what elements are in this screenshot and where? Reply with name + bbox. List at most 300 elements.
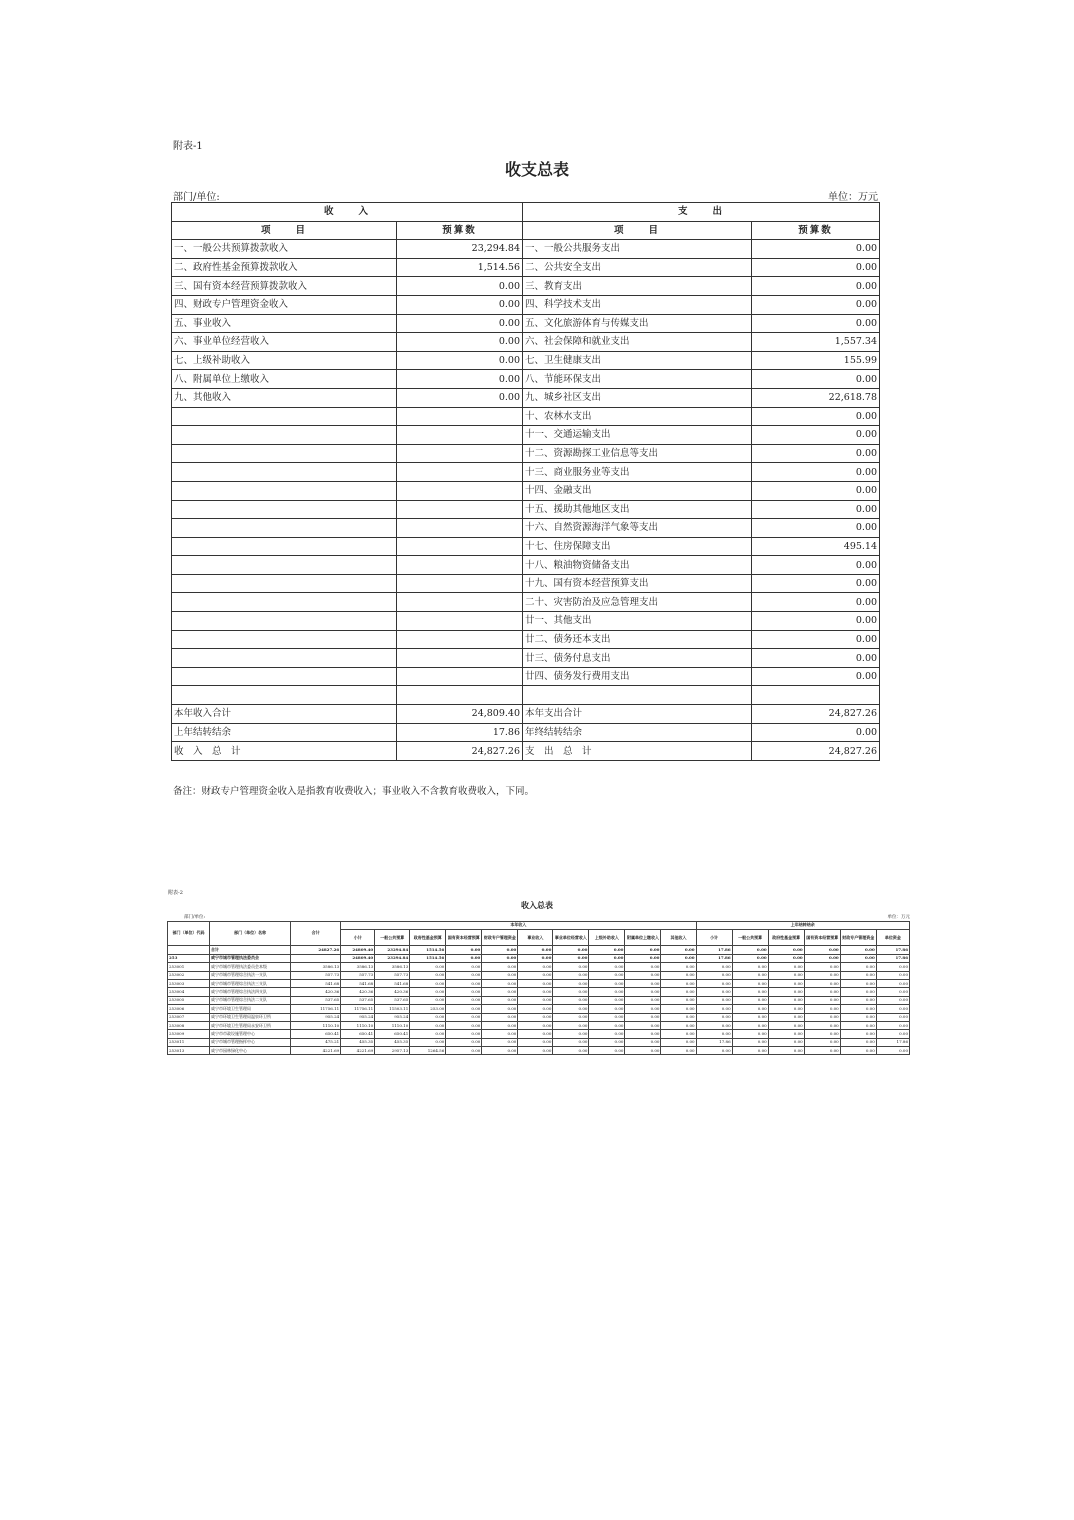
summary-row [172, 649, 880, 668]
value-cell: 0.00 [625, 971, 661, 979]
value-cell: 0.00 [840, 954, 876, 962]
income-value-cell: 0.00 [397, 388, 523, 407]
value-cell: 0.00 [732, 996, 768, 1004]
summary-table [171, 202, 880, 761]
table-row [168, 1013, 910, 1021]
value-cell: 0.00 [410, 1013, 446, 1021]
value-cell: 0.00 [553, 988, 589, 996]
value-cell: 0.00 [768, 1038, 804, 1046]
value-cell: 0.00 [876, 1021, 909, 1029]
value-cell: 455.35 [341, 1038, 375, 1046]
name-cell: 咸宁市城市管理综合执法二支队 [210, 996, 291, 1004]
table-row [168, 988, 910, 996]
code-cell [168, 946, 210, 954]
value-cell: 0.00 [696, 1021, 732, 1029]
table-row [168, 1005, 910, 1013]
income-table [167, 921, 910, 1055]
last-year-subheader: 小计 [696, 930, 732, 946]
value-cell: 17.86 [876, 1038, 909, 1046]
footnote: 备注：财政专户管理资金收入是指教育收费收入；事业收入不含教育收费收入，下同。 [173, 786, 535, 797]
value-cell: 17.86 [876, 946, 909, 954]
value-cell: 0.00 [768, 971, 804, 979]
table-row [168, 1030, 910, 1038]
income-item-cell: 二、政府性基金预算拨款收入 [172, 258, 397, 277]
table-label: 附表-2 [168, 890, 183, 896]
income-value-cell: 24,827.26 [397, 742, 523, 761]
income-value-cell: 0.00 [397, 314, 523, 333]
value-cell: 0.00 [518, 963, 553, 971]
value-cell: 0.00 [553, 1021, 589, 1029]
summary-row [172, 630, 880, 649]
value-cell: 0.00 [589, 979, 625, 987]
value-cell: 0.00 [661, 1013, 696, 1021]
value-cell: 0.00 [661, 996, 696, 1004]
value-cell: 0.00 [732, 954, 768, 962]
value-cell: 0.00 [696, 1030, 732, 1038]
value-cell: 0.00 [840, 1030, 876, 1038]
summary-row [172, 463, 880, 482]
value-cell: 1514.56 [410, 946, 446, 954]
value-cell: 0.00 [446, 1021, 482, 1029]
code-header: 部门（单位）代码 [168, 922, 210, 946]
value-cell: 0.00 [589, 1021, 625, 1029]
value-cell: 0.00 [589, 996, 625, 1004]
expense-value-cell: 0.00 [752, 258, 880, 277]
value-cell: 0.00 [482, 996, 518, 1004]
expense-value-cell: 0.00 [752, 519, 880, 538]
value-cell: 1110.10 [341, 1021, 375, 1029]
expense-value-cell: 0.00 [752, 556, 880, 575]
value-cell: 0.00 [876, 979, 909, 987]
value-cell: 0.00 [840, 979, 876, 987]
value-cell: 0.00 [768, 963, 804, 971]
summary-row [172, 351, 880, 370]
value-cell: 0.00 [625, 1038, 661, 1046]
expense-item-cell: 八、节能环保支出 [523, 370, 752, 389]
income-item-cell [172, 426, 397, 445]
expense-value-cell: 24,827.26 [752, 705, 880, 724]
value-cell: 0.00 [840, 988, 876, 996]
income-item-cell [172, 500, 397, 519]
value-cell: 0.00 [661, 946, 696, 954]
value-cell: 650.41 [375, 1030, 410, 1038]
summary-row [172, 277, 880, 296]
income-item-cell [172, 537, 397, 556]
name-cell: 咸宁市城市管理指挥中心 [210, 1038, 291, 1046]
value-cell: 0.00 [482, 1013, 518, 1021]
value-cell: 0.00 [840, 1005, 876, 1013]
expense-item-cell: 十六、自然资源海洋气象等支出 [523, 519, 752, 538]
value-cell: 0.00 [732, 946, 768, 954]
value-cell: 4221.69 [341, 1047, 375, 1055]
expense-item-cell: 十三、商业服务业等支出 [523, 463, 752, 482]
value-cell: 0.00 [589, 954, 625, 962]
value-cell: 0.00 [876, 1030, 909, 1038]
value-cell: 1110.10 [291, 1021, 341, 1029]
value-cell: 1264.56 [410, 1047, 446, 1055]
value-cell: 0.00 [876, 996, 909, 1004]
unit-label: 单位：万元 [828, 192, 878, 203]
value-cell: 537.65 [375, 996, 410, 1004]
value-cell: 0.00 [625, 1030, 661, 1038]
value-cell: 0.00 [553, 1038, 589, 1046]
value-cell: 0.00 [589, 1030, 625, 1038]
expense-item-cell: 廿二、债务还本支出 [523, 630, 752, 649]
value-cell: 0.00 [625, 1021, 661, 1029]
name-cell: 咸宁市城市管理综合执法一支队 [210, 971, 291, 979]
value-cell: 420.36 [291, 988, 341, 996]
value-cell: 537.65 [341, 996, 375, 1004]
value-cell: 0.00 [446, 1013, 482, 1021]
summary-row [172, 388, 880, 407]
value-cell: 0.00 [482, 963, 518, 971]
code-cell: 253007 [168, 1013, 210, 1021]
expense-item-cell: 廿三、债务付息支出 [523, 649, 752, 668]
expense-value-cell: 0.00 [752, 500, 880, 519]
last-year-subheader: 国有资本经营预算 [804, 930, 840, 946]
summary-row [172, 240, 880, 259]
income-value-cell [397, 444, 523, 463]
value-cell: 0.00 [768, 1013, 804, 1021]
value-cell: 0.00 [768, 996, 804, 1004]
value-cell: 0.00 [553, 946, 589, 954]
this-year-subheader: 事业收入 [518, 930, 553, 946]
value-cell: 3586.13 [291, 963, 341, 971]
value-cell: 3586.13 [341, 963, 375, 971]
expense-item-cell: 廿四、债务发行费用支出 [523, 667, 752, 686]
value-cell: 557.73 [291, 971, 341, 979]
value-cell: 1110.10 [375, 1021, 410, 1029]
income-item-cell [172, 481, 397, 500]
income-value-cell [397, 500, 523, 519]
income-value-cell [397, 463, 523, 482]
value-cell [291, 954, 341, 962]
expense-item-cell: 十四、金融支出 [523, 481, 752, 500]
value-cell: 0.00 [732, 1013, 768, 1021]
summary-row [172, 258, 880, 277]
expense-value-cell: 155.99 [752, 351, 880, 370]
value-cell: 0.00 [768, 954, 804, 962]
table-row [168, 1047, 910, 1055]
value-cell: 0.00 [589, 971, 625, 979]
value-cell: 0.00 [804, 946, 840, 954]
value-cell: 0.00 [482, 971, 518, 979]
value-cell: 0.00 [625, 963, 661, 971]
value-cell: 0.00 [518, 954, 553, 962]
this-year-subheader: 附属单位上缴收入 [625, 930, 661, 946]
expense-item-cell: 一、一般公共服务支出 [523, 240, 752, 259]
value-cell: 0.00 [589, 963, 625, 971]
value-cell: 0.00 [553, 1047, 589, 1055]
value-cell: 0.00 [696, 996, 732, 1004]
value-cell: 0.00 [876, 1047, 909, 1055]
expense-value-cell: 0.00 [752, 314, 880, 333]
expense-value-cell: 0.00 [752, 277, 880, 296]
income-item-cell [172, 444, 397, 463]
table-row [168, 996, 910, 1004]
value-cell: 0.00 [661, 1047, 696, 1055]
name-cell: 咸宁市城市管理综合执法三支队 [210, 979, 291, 987]
col-item-header: 项 目 [523, 221, 752, 240]
value-cell: 475.21 [291, 1038, 341, 1046]
value-cell: 0.00 [553, 1030, 589, 1038]
code-cell: 253011 [168, 1038, 210, 1046]
value-cell: 420.36 [341, 988, 375, 996]
value-cell: 23294.84 [375, 946, 410, 954]
this-year-subheader: 其他收入 [661, 930, 696, 946]
name-cell: 咸宁市园林绿化中心 [210, 1047, 291, 1055]
expense-item-cell: 十九、国有资本经营预算支出 [523, 574, 752, 593]
value-cell: 0.00 [553, 963, 589, 971]
summary-row [172, 537, 880, 556]
value-cell: 650.41 [341, 1030, 375, 1038]
value-cell: 0.00 [482, 946, 518, 954]
value-cell: 0.00 [840, 946, 876, 954]
value-cell: 0.00 [446, 1030, 482, 1038]
this-year-subheader: 事业单位经营收入 [553, 930, 589, 946]
expense-item-cell [523, 686, 752, 705]
income-value-cell [397, 407, 523, 426]
value-cell: 0.00 [768, 979, 804, 987]
summary-row [172, 593, 880, 612]
income-value-cell [397, 593, 523, 612]
last-year-subheader: 财政专户管理资金 [840, 930, 876, 946]
summary-row [172, 723, 880, 742]
value-cell: 0.00 [410, 988, 446, 996]
income-item-cell: 上年结转结余 [172, 723, 397, 742]
this-year-subheader: 小计 [341, 930, 375, 946]
value-cell: 0.00 [625, 954, 661, 962]
expense-header: 支 出 [523, 203, 880, 222]
value-cell: 420.36 [375, 988, 410, 996]
value-cell: 0.00 [518, 1005, 553, 1013]
summary-row [172, 500, 880, 519]
this-year-subheader: 政府性基金预算 [410, 930, 446, 946]
value-cell: 0.00 [768, 988, 804, 996]
value-cell: 0.00 [482, 1021, 518, 1029]
value-cell: 0.00 [696, 1047, 732, 1055]
value-cell: 0.00 [732, 963, 768, 971]
summary-row [172, 333, 880, 352]
summary-row [172, 686, 880, 705]
value-cell: 0.00 [410, 996, 446, 1004]
summary-row [172, 407, 880, 426]
expense-value-cell: 0.00 [752, 723, 880, 742]
summary-row [172, 574, 880, 593]
income-value-cell [397, 537, 523, 556]
name-cell: 咸宁市环境卫生管理局温泉环卫所 [210, 1013, 291, 1021]
this-year-subheader: 上级补助收入 [589, 930, 625, 946]
expense-value-cell: 0.00 [752, 481, 880, 500]
value-cell: 24809.40 [341, 946, 375, 954]
value-cell: 0.00 [625, 1005, 661, 1013]
expense-value-cell: 0.00 [752, 667, 880, 686]
income-value-cell [397, 612, 523, 631]
income-item-cell [172, 407, 397, 426]
value-cell: 0.00 [696, 979, 732, 987]
this-year-subheader: 财政专户管理资金 [482, 930, 518, 946]
income-table-title: 收入总表 [521, 901, 553, 910]
expense-item-cell: 支 出 总 计 [523, 742, 752, 761]
value-cell: 0.00 [804, 1005, 840, 1013]
value-cell: 0.00 [840, 971, 876, 979]
value-cell: 0.00 [696, 963, 732, 971]
value-cell: 0.00 [410, 1021, 446, 1029]
summary-row [172, 481, 880, 500]
value-cell: 0.00 [589, 1005, 625, 1013]
last-year-header: 上年结转结余 [696, 922, 909, 930]
value-cell: 0.00 [446, 946, 482, 954]
code-cell: 253006 [168, 1005, 210, 1013]
expense-value-cell: 0.00 [752, 407, 880, 426]
value-cell: 0.00 [804, 988, 840, 996]
expense-value-cell: 0.00 [752, 370, 880, 389]
income-item-cell [172, 630, 397, 649]
income-item-cell: 一、一般公共预算拨款收入 [172, 240, 397, 259]
summary-row [172, 444, 880, 463]
value-cell: 0.00 [625, 946, 661, 954]
expense-value-cell: 0.00 [752, 240, 880, 259]
value-cell: 0.00 [804, 1038, 840, 1046]
value-cell: 0.00 [553, 971, 589, 979]
income-item-cell [172, 593, 397, 612]
expense-item-cell: 十八、粮油物资储备支出 [523, 556, 752, 575]
value-cell: 0.00 [876, 1005, 909, 1013]
expense-item-cell: 十七、住房保障支出 [523, 537, 752, 556]
value-cell: 0.00 [553, 1013, 589, 1021]
income-value-cell [397, 519, 523, 538]
total-header: 合计 [291, 922, 341, 946]
summary-row [172, 742, 880, 761]
value-cell: 541.68 [375, 979, 410, 987]
value-cell: 0.00 [518, 971, 553, 979]
value-cell: 0.00 [732, 1030, 768, 1038]
value-cell: 0.00 [446, 971, 482, 979]
value-cell: 0.00 [589, 946, 625, 954]
income-item-cell [172, 519, 397, 538]
value-cell: 0.00 [768, 1047, 804, 1055]
value-cell: 0.00 [804, 971, 840, 979]
income-item-cell [172, 556, 397, 575]
value-cell: 0.00 [661, 954, 696, 962]
value-cell: 17.86 [696, 946, 732, 954]
value-cell: 11503.11 [375, 1005, 410, 1013]
value-cell: 24827.26 [291, 946, 341, 954]
this-year-subheader: 国有资本经营预算 [446, 930, 482, 946]
value-cell: 0.00 [876, 971, 909, 979]
income-value-cell: 1,514.56 [397, 258, 523, 277]
income-value-cell: 17.86 [397, 723, 523, 742]
value-cell: 0.00 [625, 1047, 661, 1055]
expense-value-cell [752, 686, 880, 705]
value-cell: 0.00 [768, 946, 804, 954]
name-cell: 咸宁市城市管理执法委员会本级 [210, 963, 291, 971]
table-row [168, 1038, 910, 1046]
expense-item-cell: 五、文化旅游体育与传媒支出 [523, 314, 752, 333]
income-item-cell: 收 入 总 计 [172, 742, 397, 761]
value-cell: 0.00 [661, 1005, 696, 1013]
value-cell: 0.00 [482, 1005, 518, 1013]
value-cell: 0.00 [840, 1047, 876, 1055]
value-cell: 0.00 [804, 954, 840, 962]
value-cell: 557.73 [341, 971, 375, 979]
value-cell: 0.00 [589, 1047, 625, 1055]
value-cell: 0.00 [768, 1021, 804, 1029]
value-cell: 0.00 [661, 963, 696, 971]
name-cell: 咸宁市环境卫生管理局永安环卫所 [210, 1021, 291, 1029]
value-cell: 0.00 [518, 1038, 553, 1046]
summary-row [172, 295, 880, 314]
value-cell: 0.00 [446, 996, 482, 1004]
income-item-cell: 五、事业收入 [172, 314, 397, 333]
expense-value-cell: 495.14 [752, 537, 880, 556]
value-cell: 0.00 [589, 988, 625, 996]
table-row [168, 979, 910, 987]
value-cell: 3586.13 [375, 963, 410, 971]
expense-item-cell: 七、卫生健康支出 [523, 351, 752, 370]
value-cell: 0.00 [876, 1013, 909, 1021]
value-cell: 0.00 [446, 954, 482, 962]
value-cell: 0.00 [661, 971, 696, 979]
value-cell: 0.00 [410, 971, 446, 979]
income-value-cell: 0.00 [397, 295, 523, 314]
income-item-cell: 本年收入合计 [172, 705, 397, 724]
value-cell: 0.00 [732, 979, 768, 987]
value-cell: 0.00 [518, 979, 553, 987]
value-cell: 0.00 [840, 1013, 876, 1021]
value-cell: 23294.84 [375, 954, 410, 962]
summary-row [172, 612, 880, 631]
value-cell: 0.00 [696, 1005, 732, 1013]
unit-label: 单位：万元 [887, 915, 910, 920]
income-value-cell [397, 426, 523, 445]
income-item-cell [172, 667, 397, 686]
income-item-cell: 八、附属单位上缴收入 [172, 370, 397, 389]
value-cell: 0.00 [804, 1021, 840, 1029]
value-cell: 0.00 [589, 1013, 625, 1021]
summary-row [172, 426, 880, 445]
value-cell: 11756.11 [341, 1005, 375, 1013]
value-cell: 17.86 [696, 1038, 732, 1046]
expense-item-cell: 三、教育支出 [523, 277, 752, 296]
value-cell: 0.00 [553, 1005, 589, 1013]
value-cell: 0.00 [696, 988, 732, 996]
value-cell: 0.00 [482, 954, 518, 962]
income-value-cell: 0.00 [397, 277, 523, 296]
value-cell: 0.00 [482, 1030, 518, 1038]
value-cell: 0.00 [661, 979, 696, 987]
expense-item-cell: 十二、资源勘探工业信息等支出 [523, 444, 752, 463]
value-cell: 0.00 [768, 1030, 804, 1038]
summary-row [172, 556, 880, 575]
value-cell: 0.00 [518, 1021, 553, 1029]
value-cell: 955.24 [375, 1013, 410, 1021]
value-cell: 24809.40 [341, 954, 375, 962]
value-cell: 955.24 [341, 1013, 375, 1021]
table-row [168, 946, 910, 954]
code-cell: 253001 [168, 963, 210, 971]
value-cell: 0.00 [482, 1047, 518, 1055]
value-cell: 0.00 [732, 971, 768, 979]
expense-value-cell: 0.00 [752, 574, 880, 593]
value-cell: 541.68 [291, 979, 341, 987]
expense-item-cell: 四、科学技术支出 [523, 295, 752, 314]
value-cell: 0.00 [482, 1038, 518, 1046]
table-label: 附表-1 [173, 141, 203, 152]
expense-item-cell: 本年支出合计 [523, 705, 752, 724]
dept-label: 部门/单位: [184, 915, 206, 920]
value-cell: 0.00 [732, 1047, 768, 1055]
